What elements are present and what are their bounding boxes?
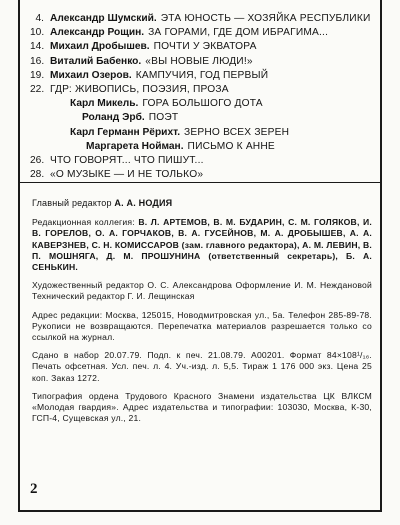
toc-author: Карл Микель. [70,98,139,110]
chief-editor-line [32,198,372,209]
toc-author: Александр Рощин. [50,27,145,39]
toc-subentry [30,111,374,125]
toc-page-number: 14. [30,41,45,53]
toc-author: Александр Шумский. [50,13,157,24]
editorial-board-names: В. Л. АРТЕМОВ, В. М. БУДАРИН, С. М. ГОЛЯКОВ, И. В. ГОРЕЛОВ, О. А. ГОРЧАКОВ, В. А. ГУСЕЙНОВ, М. А. ДРОБЫШЕВ, А. А. КАВЕРЗНЕВ, С. Н. КОМИССАРОВ (зам. главного редактора), А. М. ЛЕВИН, В. П. МОШНЯГА, Д. М. ПРОШУНИНА (ответственный секретарь), Б. А. СЕНЬКИН. [32,217,372,273]
toc-entry [30,168,374,182]
toc-author: Карл Германн Рёрихт. [70,126,181,138]
imprint-block [32,198,372,431]
toc-page-number: 22. [30,84,45,96]
table-of-contents [30,12,374,182]
toc-author: Михаил Озеров. [50,69,132,81]
toc-page-number: 19. [30,69,45,81]
toc-page-number: 28. [30,169,45,181]
staff-credits: Художественный редактор О. С. Александрова Оформление И. М. Неждановой Технический редактор Г. И. Лещинская [32,280,372,302]
toc-author: Виталий Бабенко. [50,55,142,67]
toc-title: ГОРА БОЛЬШОГО ДОТА [142,98,263,110]
editorial-address: Адрес редакции: Москва, 125015, Новодмитровская ул., 5а. Телефон 285-89-78. Рукописи не возвращаются. Перепечатка материалов разрешается только со ссылкой на журнал. [32,309,372,343]
editorial-board [32,217,372,273]
toc-title: ПОЭТ [148,112,179,124]
toc-entry [30,26,374,40]
toc-title: ЭТА ЮНОСТЬ — ХОЗЯЙКА РЕСПУБЛИКИ [160,13,371,24]
toc-title: ПИСЬМО К АННЕ [187,140,275,152]
page-number: 2 [30,481,38,497]
toc-author: Маргарета Нойман. [86,140,184,152]
chief-editor-label: Главный редактор [32,198,112,208]
toc-entry [30,69,374,83]
section-divider [20,182,380,183]
toc-title: ЧТО ГОВОРЯТ... ЧТО ПИШУТ... [50,155,204,167]
toc-title: «О МУЗЫКЕ — И НЕ ТОЛЬКО» [50,169,204,181]
editorial-board-label: Редакционная коллегия: [32,217,135,228]
toc-subentry [30,126,374,140]
toc-page-number: 16. [30,55,45,67]
toc-title: КАМПУЧИЯ, ГОД ПЕРВЫЙ [135,69,269,81]
toc-entry [30,154,374,168]
toc-author: Роланд Эрб. [82,112,145,124]
toc-title: ПОЧТИ У ЭКВАТОРА [153,41,257,53]
chief-editor-name: А. А. НОДИЯ [114,198,173,208]
toc-entry [30,55,374,69]
toc-title: ЗЕРНО ВСЕХ ЗЕРЕН [184,126,290,138]
toc-entry [30,12,374,26]
toc-entry [30,40,374,54]
print-details: Сдано в набор 20.07.79. Подп. к печ. 21.08.79. А00201. Формат 84×108¹/₁₆. Печать офсетная. Усл. печ. л. 4. Уч.-изд. л. 5,5. Тираж 1 176 000 экз. Цена 25 коп. Заказ 1272. [32,350,372,383]
toc-subentry [30,97,374,111]
toc-page-number: 26. [30,155,45,167]
toc-author: Михаил Дробышев. [50,41,150,53]
toc-subentry [30,140,374,154]
printing-house: Типография ордена Трудового Красного Знамени издательства ЦК ВЛКСМ «Молодая гвардия». Адрес издательства и типографии: 103030, Москва, К-30, ГСП-4, Сущевская ул., 21. [32,390,372,424]
toc-title: ЗА ГОРАМИ, ГДЕ ДОМ ИБРАГИМА... [148,27,329,39]
toc-title: «ВЫ НОВЫЕ ЛЮДИ!» [145,55,253,67]
magazine-page [18,0,382,512]
toc-title: ГДР: ЖИВОПИСЬ, ПОЭЗИЯ, ПРОЗА [50,84,229,96]
toc-page-number: 10. [30,27,45,39]
toc-page-number: 4. [35,13,44,24]
toc-entry [30,83,374,97]
